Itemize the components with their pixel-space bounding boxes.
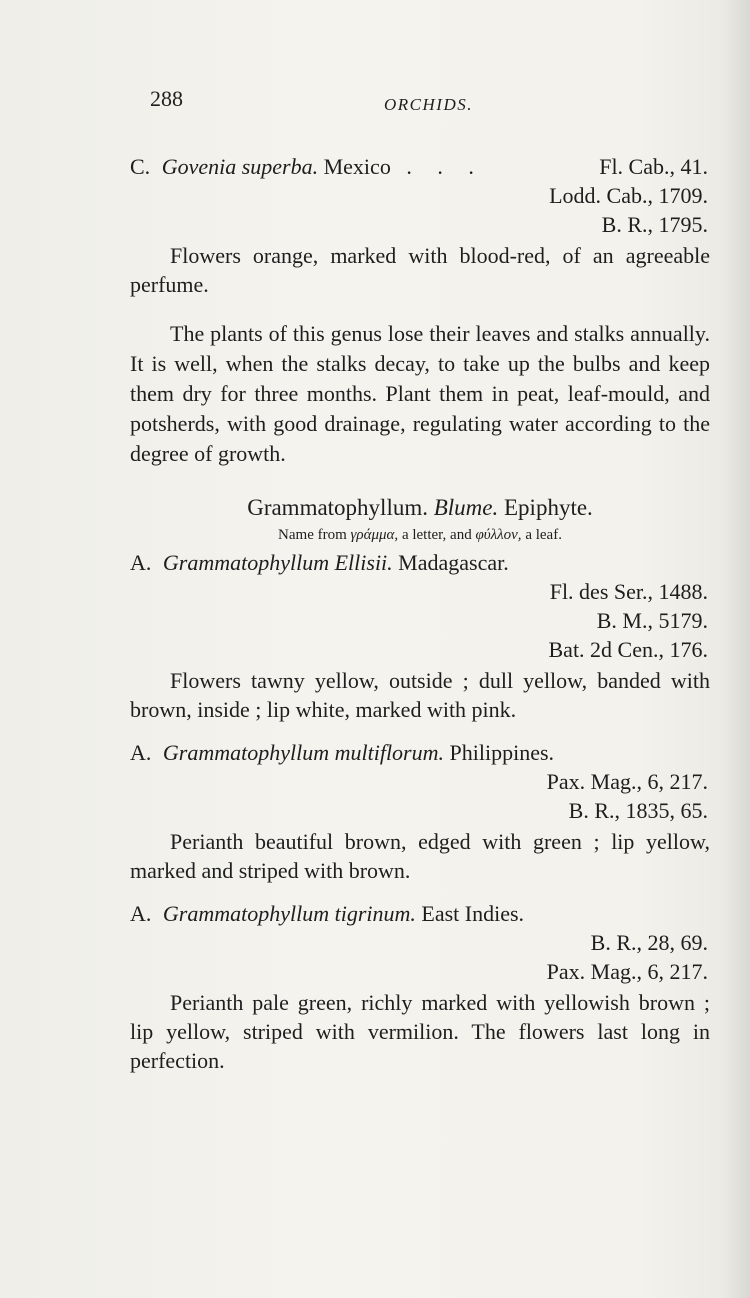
species-description: Flowers orange, marked with blood-red, of an agreeable perfume. [130,243,710,297]
page-content [130,84,710,1075]
greek-word: φύλλον, [475,527,522,543]
entry-heading [130,899,710,928]
genus-author: Blume. [433,495,499,520]
grade-label: C. [130,154,151,179]
species-name: Grammatophyllum multiflorum. [162,740,445,765]
reference: Pax. Mag., 6, 217. [546,959,708,984]
species-name: Govenia superba. [161,154,319,179]
reference: Fl. Cab., 41. [599,154,708,179]
culture-note: The plants of this genus lose their leaves and stalks annually. It is well, when the stalks decay, to take up the bulbs and keep them dry for three months. Plant them in peat, leaf-mould, and potsherds, with good drainage, regulating water according to the degree of growth. [130,321,710,466]
reference: B. R., 28, 69. [590,930,708,955]
species-name: Grammatophyllum Ellisii. [162,550,393,575]
reference: Pax. Mag., 6, 217. [546,769,708,794]
species-name: Grammatophyllum tigrinum. [162,901,416,926]
entry-grammatophyllum-multiflorum [130,738,710,885]
entry-govenia-superba [130,152,710,299]
greek-word: γράμμα, [350,527,399,543]
genus-name: Grammatophyllum. [247,495,428,520]
genus-habit: Epiphyte. [504,495,593,520]
genus-etymology: Name from γράμμα, a letter, and φύλλον, a leaf. [278,527,562,543]
locality: Mexico [323,154,391,179]
page-number: 288 [150,86,183,111]
grade-label: A. [130,740,152,765]
entry-heading [130,548,710,577]
reference: Lodd. Cab., 1709. [549,183,708,208]
locality: Philippines. [449,740,555,765]
reference: B. M., 5179. [596,608,708,633]
grade-label: A. [130,550,152,575]
dot-leader: . . . [406,154,484,179]
genus-heading [130,493,710,522]
entry-heading [130,738,710,767]
locality: Madagascar. [398,550,509,575]
reference: B. R., 1835, 65. [568,798,708,823]
running-title: ORCHIDS. [384,95,473,114]
entry-heading [130,152,710,181]
locality: East Indies. [421,901,525,926]
entry-grammatophyllum-ellisii [130,548,710,724]
page-gutter-shadow [722,0,750,1298]
grade-label: A. [130,901,152,926]
reference: Fl. des Ser., 1488. [549,579,708,604]
reference: B. R., 1795. [601,212,708,237]
reference: Bat. 2d Cen., 176. [548,637,708,662]
species-description: Perianth beautiful brown, edged with green ; lip yellow, marked and striped with brown. [130,829,710,883]
species-description: Perianth pale green, richly marked with yellowish brown ; lip yellow, striped with vermilion. The flowers last long in perfection. [130,990,710,1073]
entry-grammatophyllum-tigrinum [130,899,710,1075]
species-description: Flowers tawny yellow, outside ; dull yellow, banded with brown, inside ; lip white, marked with pink. [130,668,710,722]
running-head [130,84,710,120]
